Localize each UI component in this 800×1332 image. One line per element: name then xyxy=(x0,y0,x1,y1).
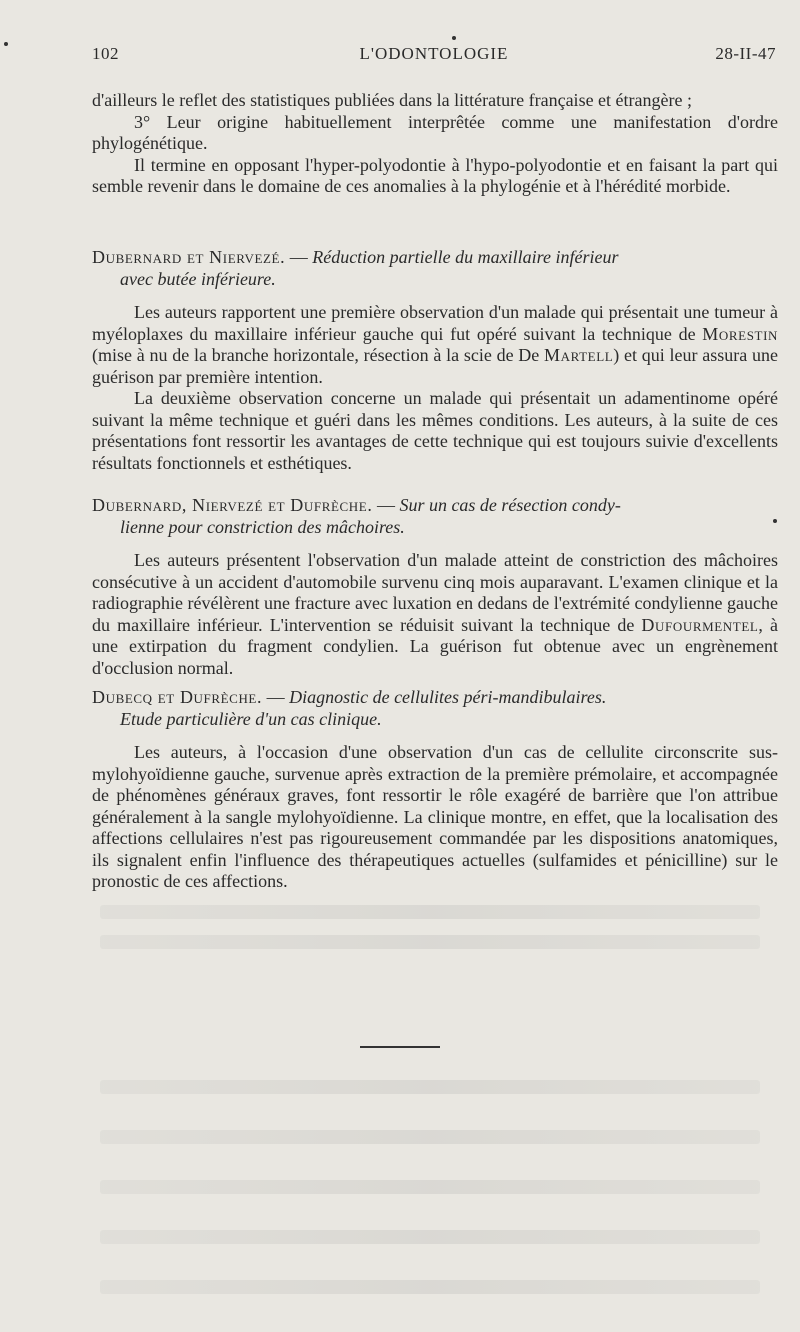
scan-speck xyxy=(773,519,777,523)
entry-dubecq-dufrèche xyxy=(92,687,778,893)
show-through-shadow xyxy=(100,1230,760,1244)
entry-heading xyxy=(92,495,778,538)
paragraph-continuation: d'ailleurs le reflet des statistiques publiées dans la littérature française et étrangère ; xyxy=(92,90,692,110)
entry-title: Réduction partielle du maxillaire inférieur xyxy=(312,247,619,267)
body-text xyxy=(92,90,778,198)
show-through-shadow xyxy=(100,1080,760,1094)
entry-authors: Dubecq et Dufrèche. xyxy=(92,687,263,707)
issue-date: 28-II-47 xyxy=(715,44,776,63)
entry-heading xyxy=(92,247,778,290)
surname-morestin: Morestin xyxy=(702,323,778,344)
show-through-shadow xyxy=(100,1130,760,1144)
show-through-shadow xyxy=(100,935,760,949)
surname-dufourmentel: Dufourmentel xyxy=(641,614,759,635)
page-number: 102 xyxy=(92,44,119,63)
paragraph-point-3: 3° Leur origine habituellement interprêtée comme une manifestation d'ordre phylogénétique. xyxy=(92,111,778,153)
entry-dash: — xyxy=(262,687,290,707)
text-run: (mise à nu de la branche horizontale, résection à la scie de De xyxy=(92,345,545,365)
surname-martell: Martell xyxy=(544,345,614,365)
entry-dash: — xyxy=(285,247,313,267)
show-through-shadow xyxy=(100,905,760,919)
entry-title: Diagnostic de cellulites péri-mandibulaires. xyxy=(289,687,607,707)
entry-subtitle: avec butée inférieure. xyxy=(120,268,276,289)
entry-subtitle: lienne pour constriction des mâchoires. xyxy=(120,516,405,537)
text-run: ) et qui leur assura une guérison par première intention. xyxy=(92,345,778,387)
entry-dash: — xyxy=(372,495,400,515)
text-run: , à une extirpation du fragment condylien. La guérison fut obtenue avec un engrènement d'occlusion normal. xyxy=(92,614,778,678)
show-through-shadow xyxy=(100,1180,760,1194)
entry-heading xyxy=(92,687,778,730)
entry-dubernard-niervezé xyxy=(92,247,778,474)
entry-paragraph xyxy=(92,550,778,679)
entry-subtitle: Etude particulière d'un cas clinique. xyxy=(120,708,382,729)
scan-speck xyxy=(4,42,8,46)
entry-paragraph xyxy=(92,302,778,388)
scan-speck xyxy=(452,36,456,40)
entry-paragraph: La deuxième observation concerne un malade qui présentait un adamentinome opéré suivant la même technique et guéri dans les mêmes conditions. Les auteurs, à la suite de ces présentations font ressortir les avantages de cette technique qui est toujours suivie d'excellents résultats fonctionnels et esthétiques. xyxy=(92,388,778,473)
paragraph-conclusion: Il termine en opposant l'hyper-polyodontie à l'hypo-polyodontie et en faisant la part qui semble revenir dans le domaine de ces anomalies à la phylogénie et à l'hérédité morbide. xyxy=(92,154,778,196)
show-through-shadow xyxy=(100,1280,760,1294)
journal-title: L'ODONTOLOGIE xyxy=(359,44,509,63)
entry-dubernard-niervezé-dufrèche xyxy=(92,495,778,679)
running-header xyxy=(92,44,776,70)
entry-authors: Dubernard, Niervezé et Dufrèche. xyxy=(92,495,373,515)
entry-paragraph: Les auteurs, à l'occasion d'une observation d'un cas de cellulite circonscrite sus-mylohyoïdienne gauche, survenue après extraction de la première prémolaire, et accompagnée de phénomènes généraux graves, font ressortir le rôle exagéré de barrière que l'on attribue généralement à la sangle mylohyoïdienne. La clinique montre, en effet, que la localisation des affections cellulaires n'est pas rigoureusement commandée par les dispositions anatomiques, ils signalent enfin l'influence des thérapeutiques actuelles (sulfamides et pénicilline) sur le pronostic de ces affections. xyxy=(92,742,778,891)
entry-authors: Dubernard et Niervezé. xyxy=(92,247,286,267)
entry-title: Sur un cas de résection condy- xyxy=(399,495,621,515)
text-run: Les auteurs présentent l'observation d'un malade atteint de constriction des mâchoires consécutive à un accident d'automobile survenu cinq mois auparavant. L'examen clinique et la radiographie révélèrent une fracture avec luxation en dedans de l'extrémité condylienne gauche du maxillaire inférieur. L'intervention se réduisit suivant la technique de xyxy=(92,550,778,635)
text-run: Les auteurs rapportent une première observation d'un malade qui présentait une tumeur à myéloplaxes du maxillaire inférieur gauche qui fut opéré suivant la technique de xyxy=(92,302,778,344)
section-rule xyxy=(360,1046,440,1048)
